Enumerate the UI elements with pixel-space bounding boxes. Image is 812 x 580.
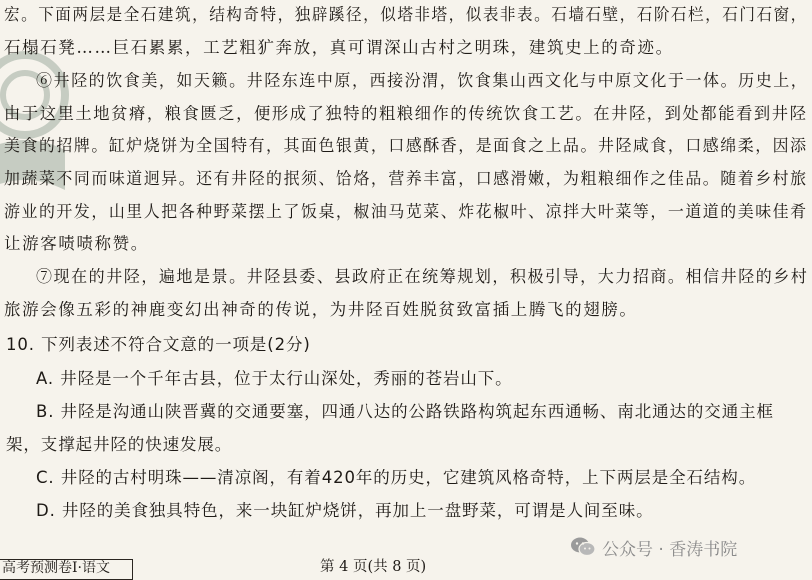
question-stem: 10. 下列表述不符合文意的一项是(2分) <box>6 335 311 354</box>
passage-line-6: 加蔬菜不同而味道迥异。还有井陉的抿须、饸烙，营养丰富，口感滑嫩，为粗粮细作之佳品。随着乡村旅 <box>4 169 808 188</box>
passage-line-7: 游业的开发，山里人把各种野菜摆上了饭桌，椒油马苋菜、炸花椒叶、凉拌大叶菜等，一道道的美味佳肴 <box>4 202 808 221</box>
footer-page-number: 第 4 页(共 8 页) <box>320 559 427 575</box>
option-b-line-2: 架，支撑起井陉的快速发展。 <box>6 435 233 454</box>
passage-line-3: ⑥井陉的饮食美，如天籁。井陉东连中原，西接汾渭，饮食集山西文化与中原文化于一体。历史上， <box>36 71 809 90</box>
wechat-icon <box>570 536 596 558</box>
passage-line-9: ⑦现在的井陉，遍地是景。井陉县委、县政府正在统筹规划，积极引导，大力招商。相信井陉的乡村 <box>36 267 809 286</box>
passage-line-10: 旅游会像五彩的神鹿变幻出神奇的传说，为井陉百姓脱贫致富插上腾飞的翅膀。 <box>4 300 638 319</box>
passage-line-5: 美食的招牌。缸炉烧饼为全国特有，其面色银黄，口感酥香，是面食之上品。井陉咸食，口感绵柔，因添 <box>4 136 808 155</box>
footer-exam-title: 高考预测卷Ⅰ·语文 <box>0 559 133 580</box>
passage-line-1: 宏。下面两层是全石建筑，结构奇特，独辟蹊径，似塔非塔，似表非表。石墙石壁，石阶石栏，石门石窗， <box>4 5 808 24</box>
wechat-label: 公众号 · 香涛书院 <box>602 539 738 560</box>
option-d: D. 井陉的美食独具特色，来一块缸炉烧饼，再加上一盘野菜，可谓是人间至味。 <box>36 501 654 520</box>
passage-line-4: 由于这里土地贫瘠，粮食匮乏，便形成了独特的粗粮细作的传统饮食工艺。在井陉，到处都能看到井陉 <box>4 104 808 123</box>
passage-line-2: 石榻石凳……巨石累累，工艺粗犷奔放，真可谓深山古村之明珠，建筑史上的奇迹。 <box>4 38 674 57</box>
option-a: A. 井陉是一个千年古县，位于太行山深处，秀丽的苍岩山下。 <box>36 369 513 388</box>
option-c: C. 井陉的古村明珠——清凉阁，有着420年的历史，它建筑风格奇特，上下两层是全石结构。 <box>36 468 757 487</box>
option-b-line-1: B. 井陉是沟通山陕晋冀的交通要塞，四通八达的公路铁路构筑起东西通畅、南北通达的交通主框 <box>36 402 774 421</box>
passage-line-8: 让游客啧啧称赞。 <box>4 234 149 253</box>
wechat-watermark <box>570 532 737 562</box>
